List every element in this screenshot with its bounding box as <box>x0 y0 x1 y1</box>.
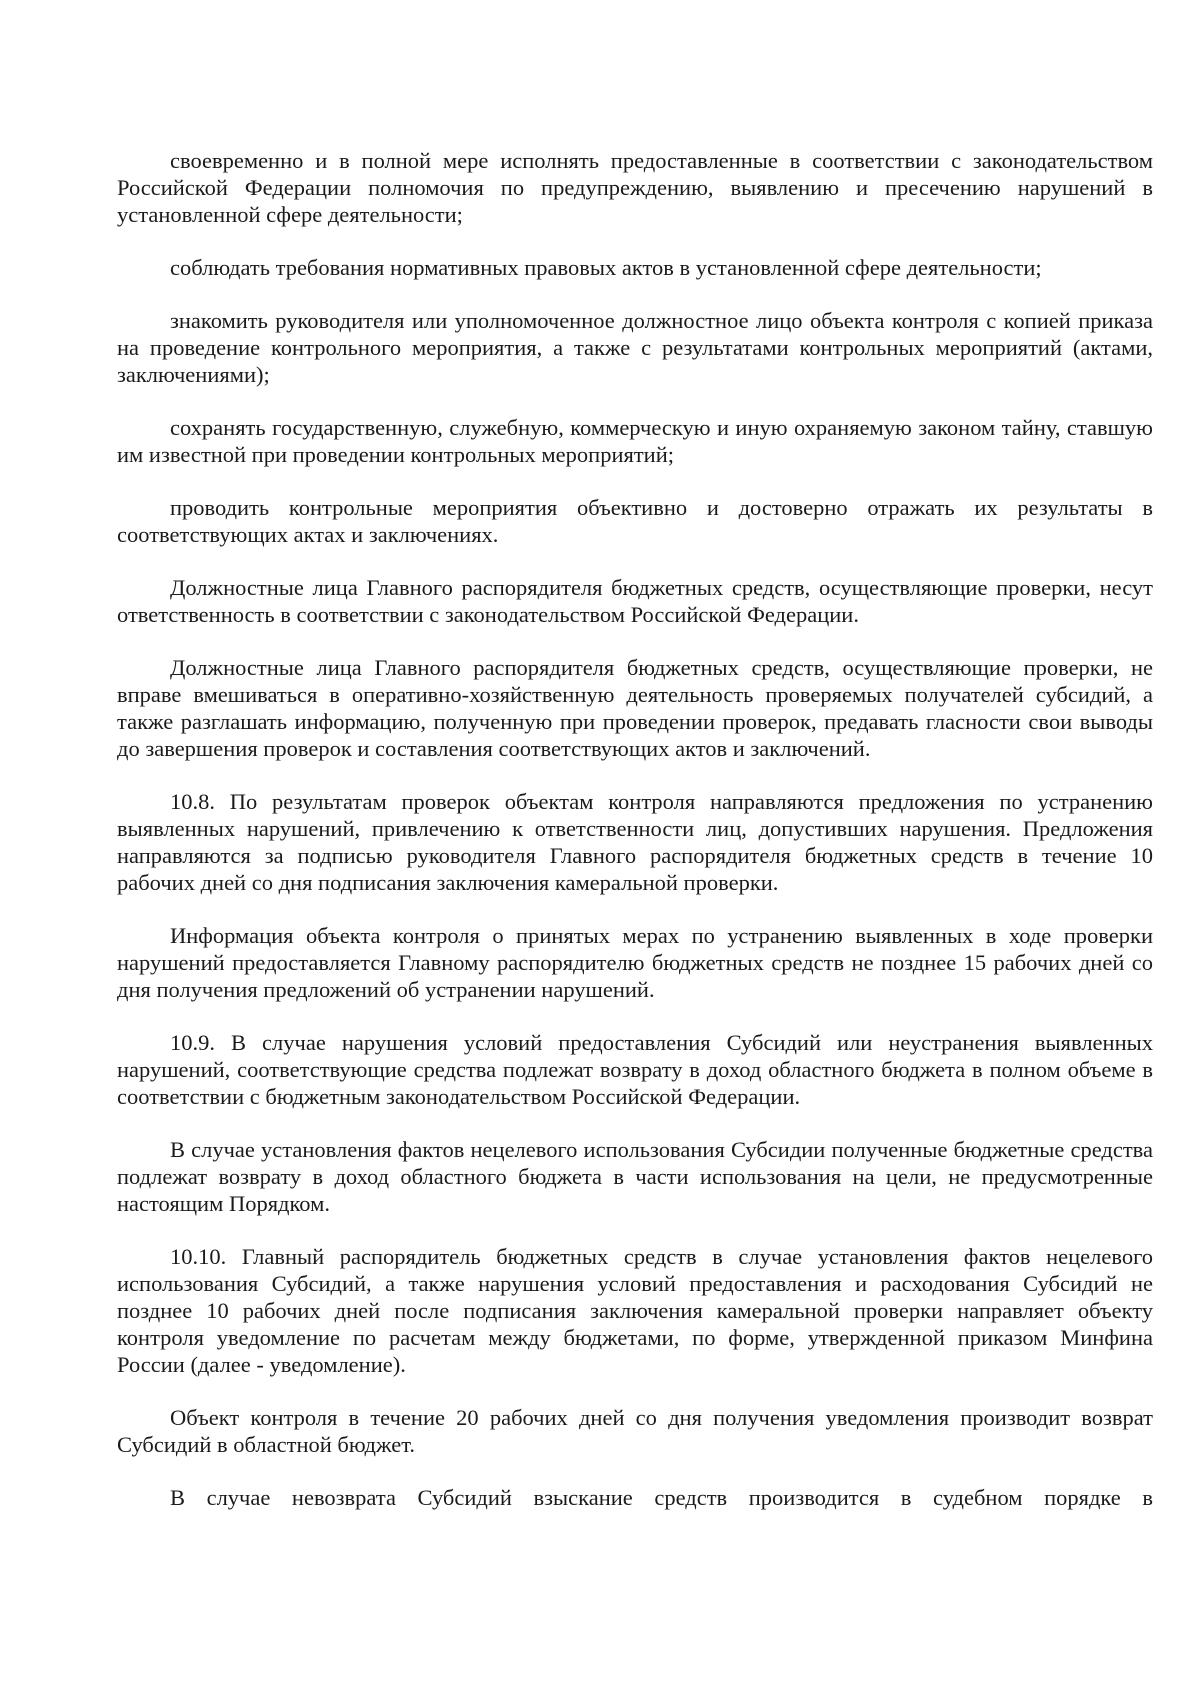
paragraph-1: своевременно и в полной мере исполнять предоставленные в соответствии с законодательством Российской Федерации полномочия по предупреждению, выявлению и пресечению нарушений в установленной сфере деятельности; <box>117 148 1153 227</box>
paragraph-10: 10.9. В случае нарушения условий предоставления Субсидий или неустранения выявленных нарушений, соответствующие средства подлежат возврату в доход областного бюджета в полном объеме в соответствии с бюджетным законодательством Российской Федерации. <box>117 1030 1153 1109</box>
paragraph-5: проводить контрольные мероприятия объективно и достоверно отражать их результаты в соответствующих актах и заключениях. <box>117 495 1153 547</box>
paragraph-3: знакомить руководителя или уполномоченное должностное лицо объекта контроля с копией приказа на проведение контрольного мероприятия, а также с результатами контрольных мероприятий (актами, заключениями); <box>117 308 1153 387</box>
paragraph-12: 10.10. Главный распорядитель бюджетных средств в случае установления фактов нецелевого использования Субсидий, а также нарушения условий предоставления и расходования Субсидий не позднее 10 рабочих дней после подписания заключения камеральной проверки направляет объекту контроля уведомление по расчетам между бюджетами, по форме, утвержденной приказом Минфина России (далее - уведомление). <box>117 1244 1153 1377</box>
paragraph-6: Должностные лица Главного распорядителя бюджетных средств, осуществляющие проверки, несут ответственность в соответствии с законодательством Российской Федерации. <box>117 575 1153 627</box>
document-body <box>117 147 1153 1511</box>
paragraph-14: В случае невозврата Субсидий взыскание средств производится в судебном порядке в <box>170 1485 1153 1510</box>
paragraph-4: сохранять государственную, служебную, коммерческую и иную охраняемую законом тайну, ставшую им известной при проведении контрольных мероприятий; <box>117 415 1153 467</box>
paragraph-11: В случае установления фактов нецелевого использования Субсидии полученные бюджетные средства подлежат возврату в доход областного бюджета в части использования на цели, не предусмотренные настоящим Порядком. <box>117 1137 1153 1216</box>
paragraph-7: Должностные лица Главного распорядителя бюджетных средств, осуществляющие проверки, не вправе вмешиваться в оперативно-хозяйственную деятельность проверяемых получателей субсидий, а также разглашать информацию, полученную при проведении проверок, предавать гласности свои выводы до завершения проверок и составления соответствующих актов и заключений. <box>117 655 1153 761</box>
paragraph-9: Информация объекта контроля о принятых мерах по устранению выявленных в ходе проверки нарушений предоставляется Главному распорядителю бюджетных средств не позднее 15 рабочих дней со дня получения предложений об устранении нарушений. <box>117 923 1153 1002</box>
paragraph-13: Объект контроля в течение 20 рабочих дней со дня получения уведомления производит возврат Субсидий в областной бюджет. <box>117 1405 1153 1457</box>
paragraph-2: соблюдать требования нормативных правовых актов в установленной сфере деятельности; <box>170 255 1042 280</box>
paragraph-8: 10.8. По результатам проверок объектам контроля направляются предложения по устранению выявленных нарушений, привлечению к ответственности лиц, допустивших нарушения. Предложения направляются за подписью руководителя Главного распорядителя бюджетных средств в течение 10 рабочих дней со дня подписания заключения камеральной проверки. <box>117 789 1153 895</box>
